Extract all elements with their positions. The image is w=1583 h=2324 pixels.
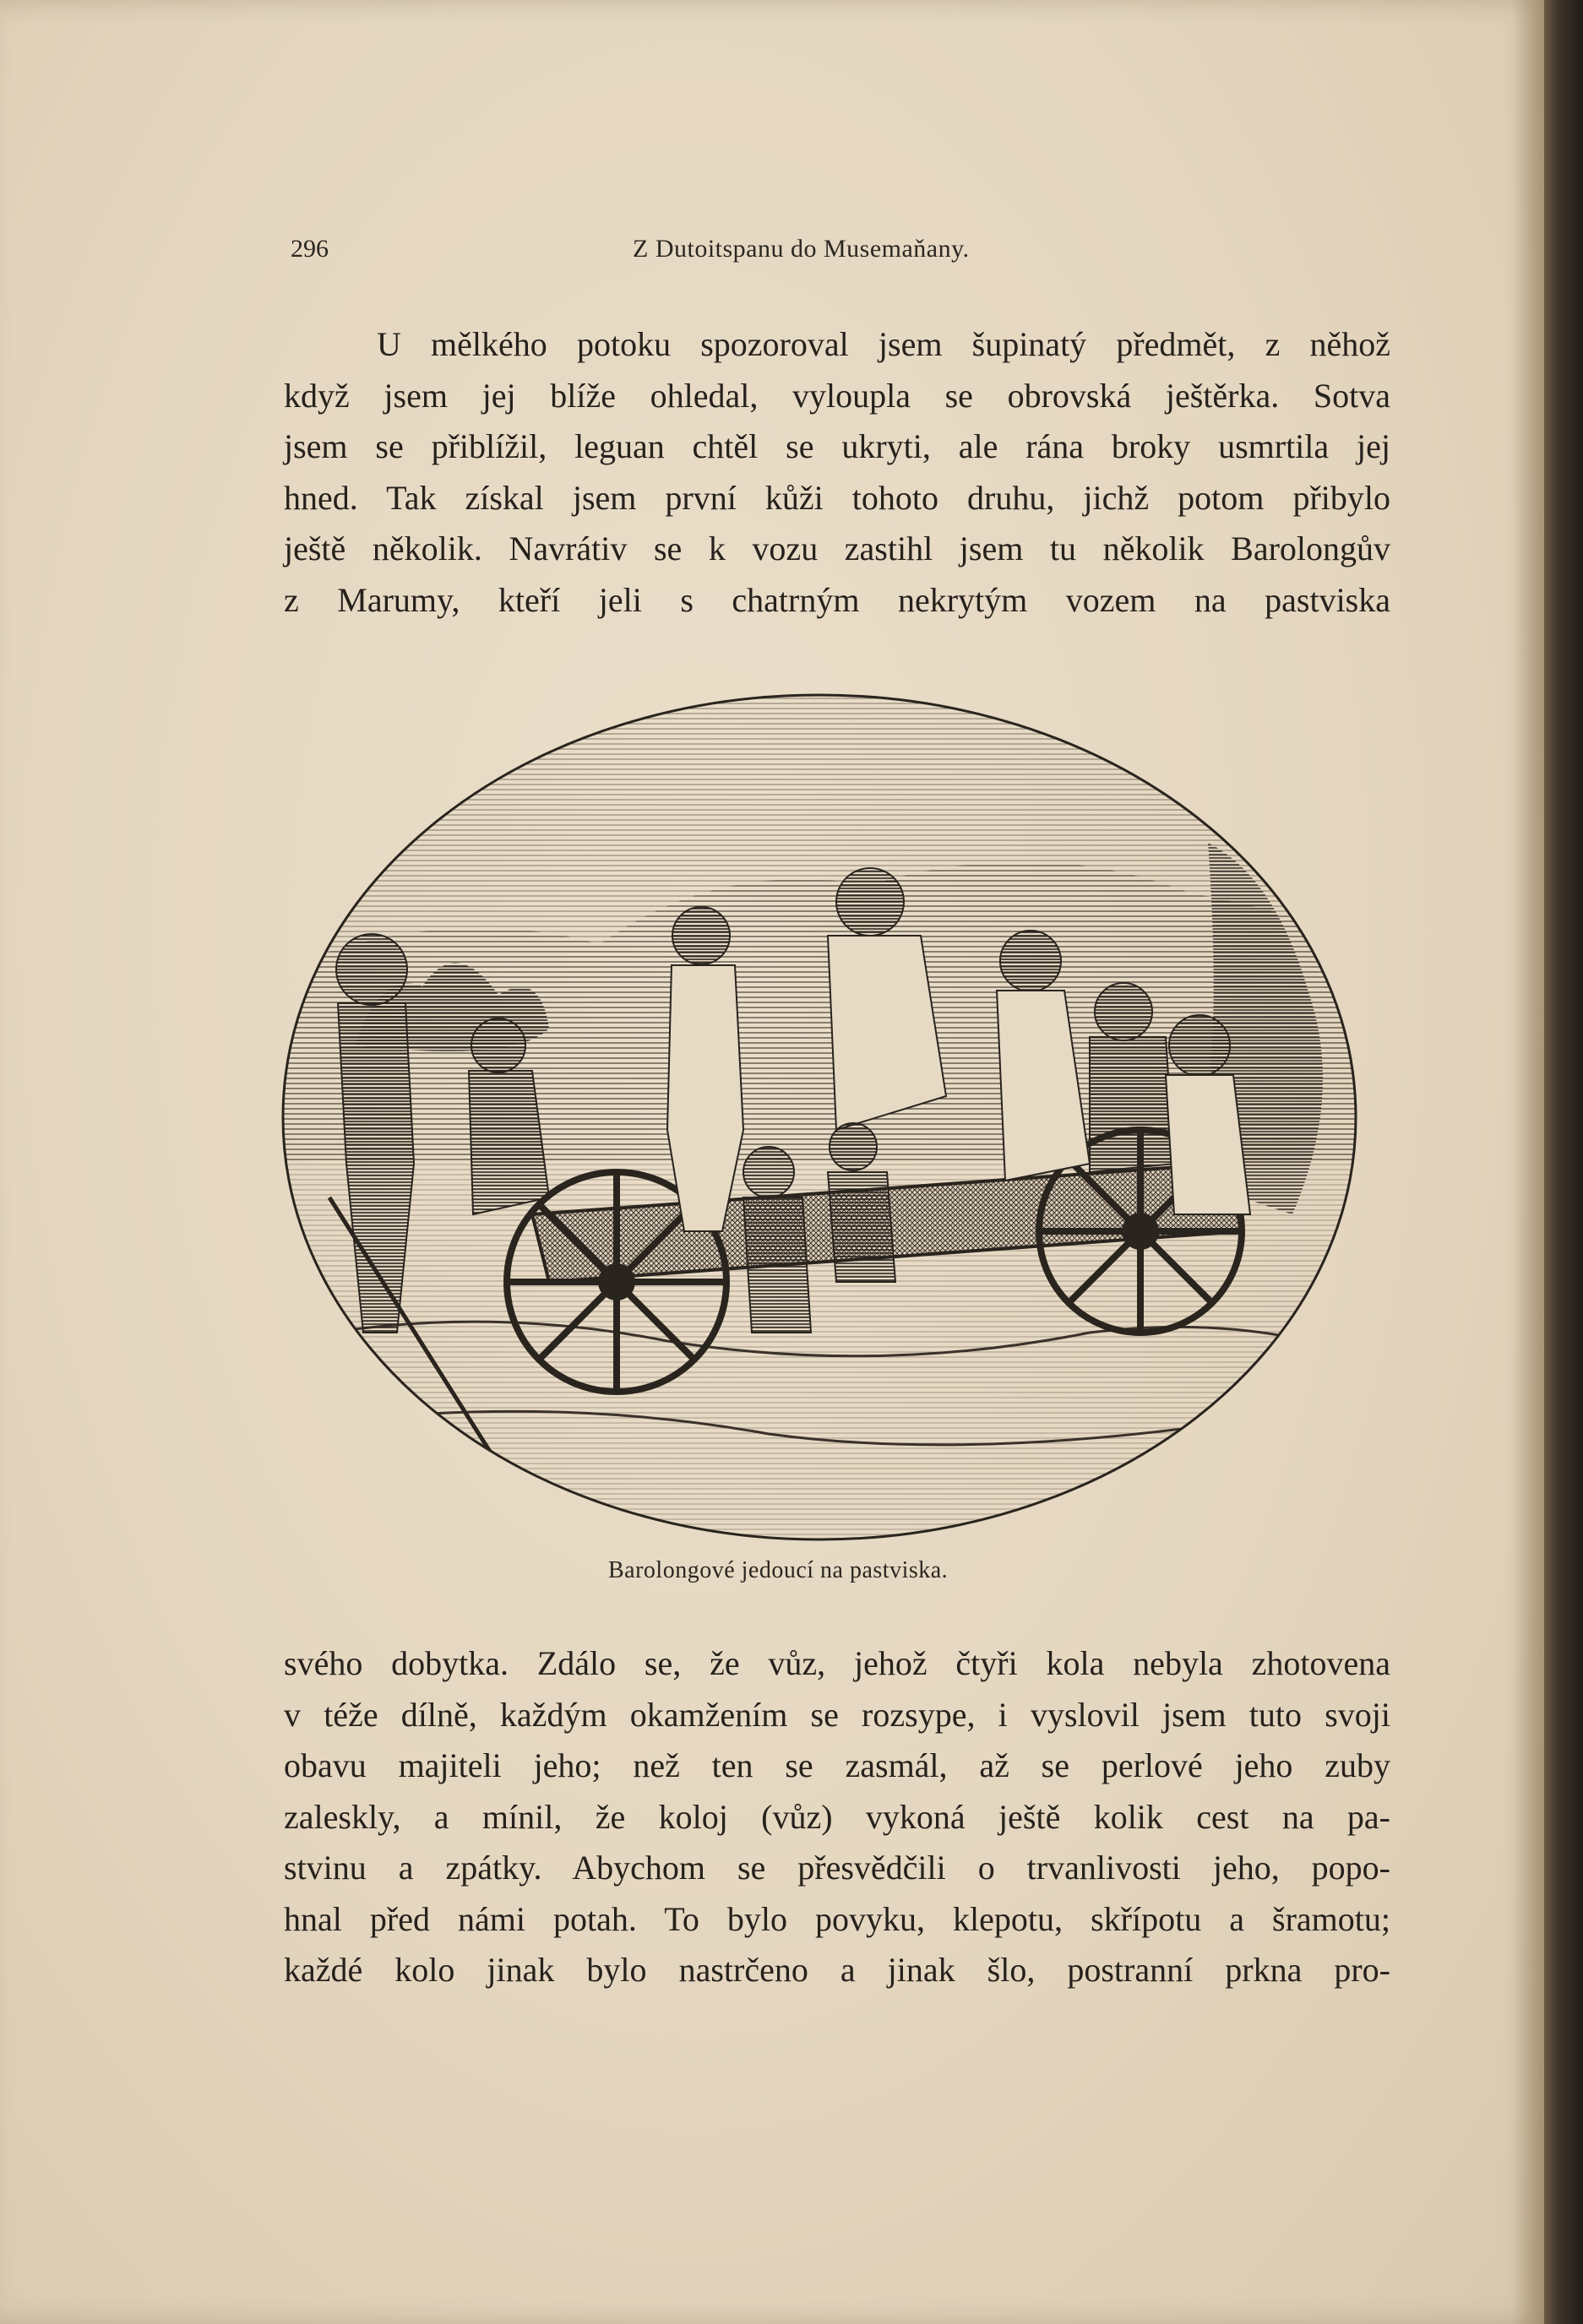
text-line: z Marumy, kteří jeli s chatrným nekrytým vozem na pastviska: [284, 580, 1390, 619]
page-number: 296: [291, 235, 329, 263]
illustration-caption: Barolongové jedoucí na pastviska.: [608, 1557, 949, 1583]
text-line: když jsem jej blíže ohledal, vyloupla se obrovská ještěrka. Sotva: [284, 376, 1390, 415]
text-line: hnal před námi potah. To bylo povyku, klepotu, skřípotu a šramotu;: [284, 1899, 1390, 1938]
running-title: Z Dutoitspanu do Musemaňany.: [633, 235, 970, 263]
text-line: v téže dílně, každým okamžením se rozsype, i vyslovil jsem tuto svoji: [284, 1695, 1390, 1734]
spine-shadow: [1512, 0, 1544, 2324]
text-line: hned. Tak získal jsem první kůži tohoto druhu, jichž potom přibylo: [284, 478, 1390, 517]
page-header: [291, 235, 1389, 269]
text-line: svého dobytka. Zdálo se, že vůz, jehož čtyři kola nebyla zhotovena: [284, 1644, 1390, 1682]
text-line: U mělkého potoku spozoroval jsem šupinatý předmět, z něhož: [377, 325, 1390, 363]
engraving-illustration: [279, 691, 1360, 1544]
text-line: stvinu a zpátky. Abychom se přesvědčili o trvanlivosti jeho, popo-: [284, 1849, 1390, 1887]
text-line: ještě několik. Navrátiv se k vozu zastihl jsem tu několik Barolongův: [284, 529, 1390, 567]
text-line: jsem se přiblížil, leguan chtěl se ukryti, ale rána broky usmrtila jej: [284, 427, 1390, 465]
text-line: obavu majiteli jeho; než ten se zasmál, až se perlové jeho zuby: [284, 1746, 1390, 1784]
paragraph-bottom: [284, 1638, 1390, 1996]
book-edge: [1544, 0, 1583, 2324]
text-line: každé kolo jinak bylo nastrčeno a jinak šlo, postranní prkna pro-: [284, 1951, 1390, 1989]
text-line: zaleskly, a mínil, že koloj (vůz) vykoná ještě kolik cest na pa-: [284, 1797, 1390, 1836]
paragraph-top: [284, 319, 1390, 626]
